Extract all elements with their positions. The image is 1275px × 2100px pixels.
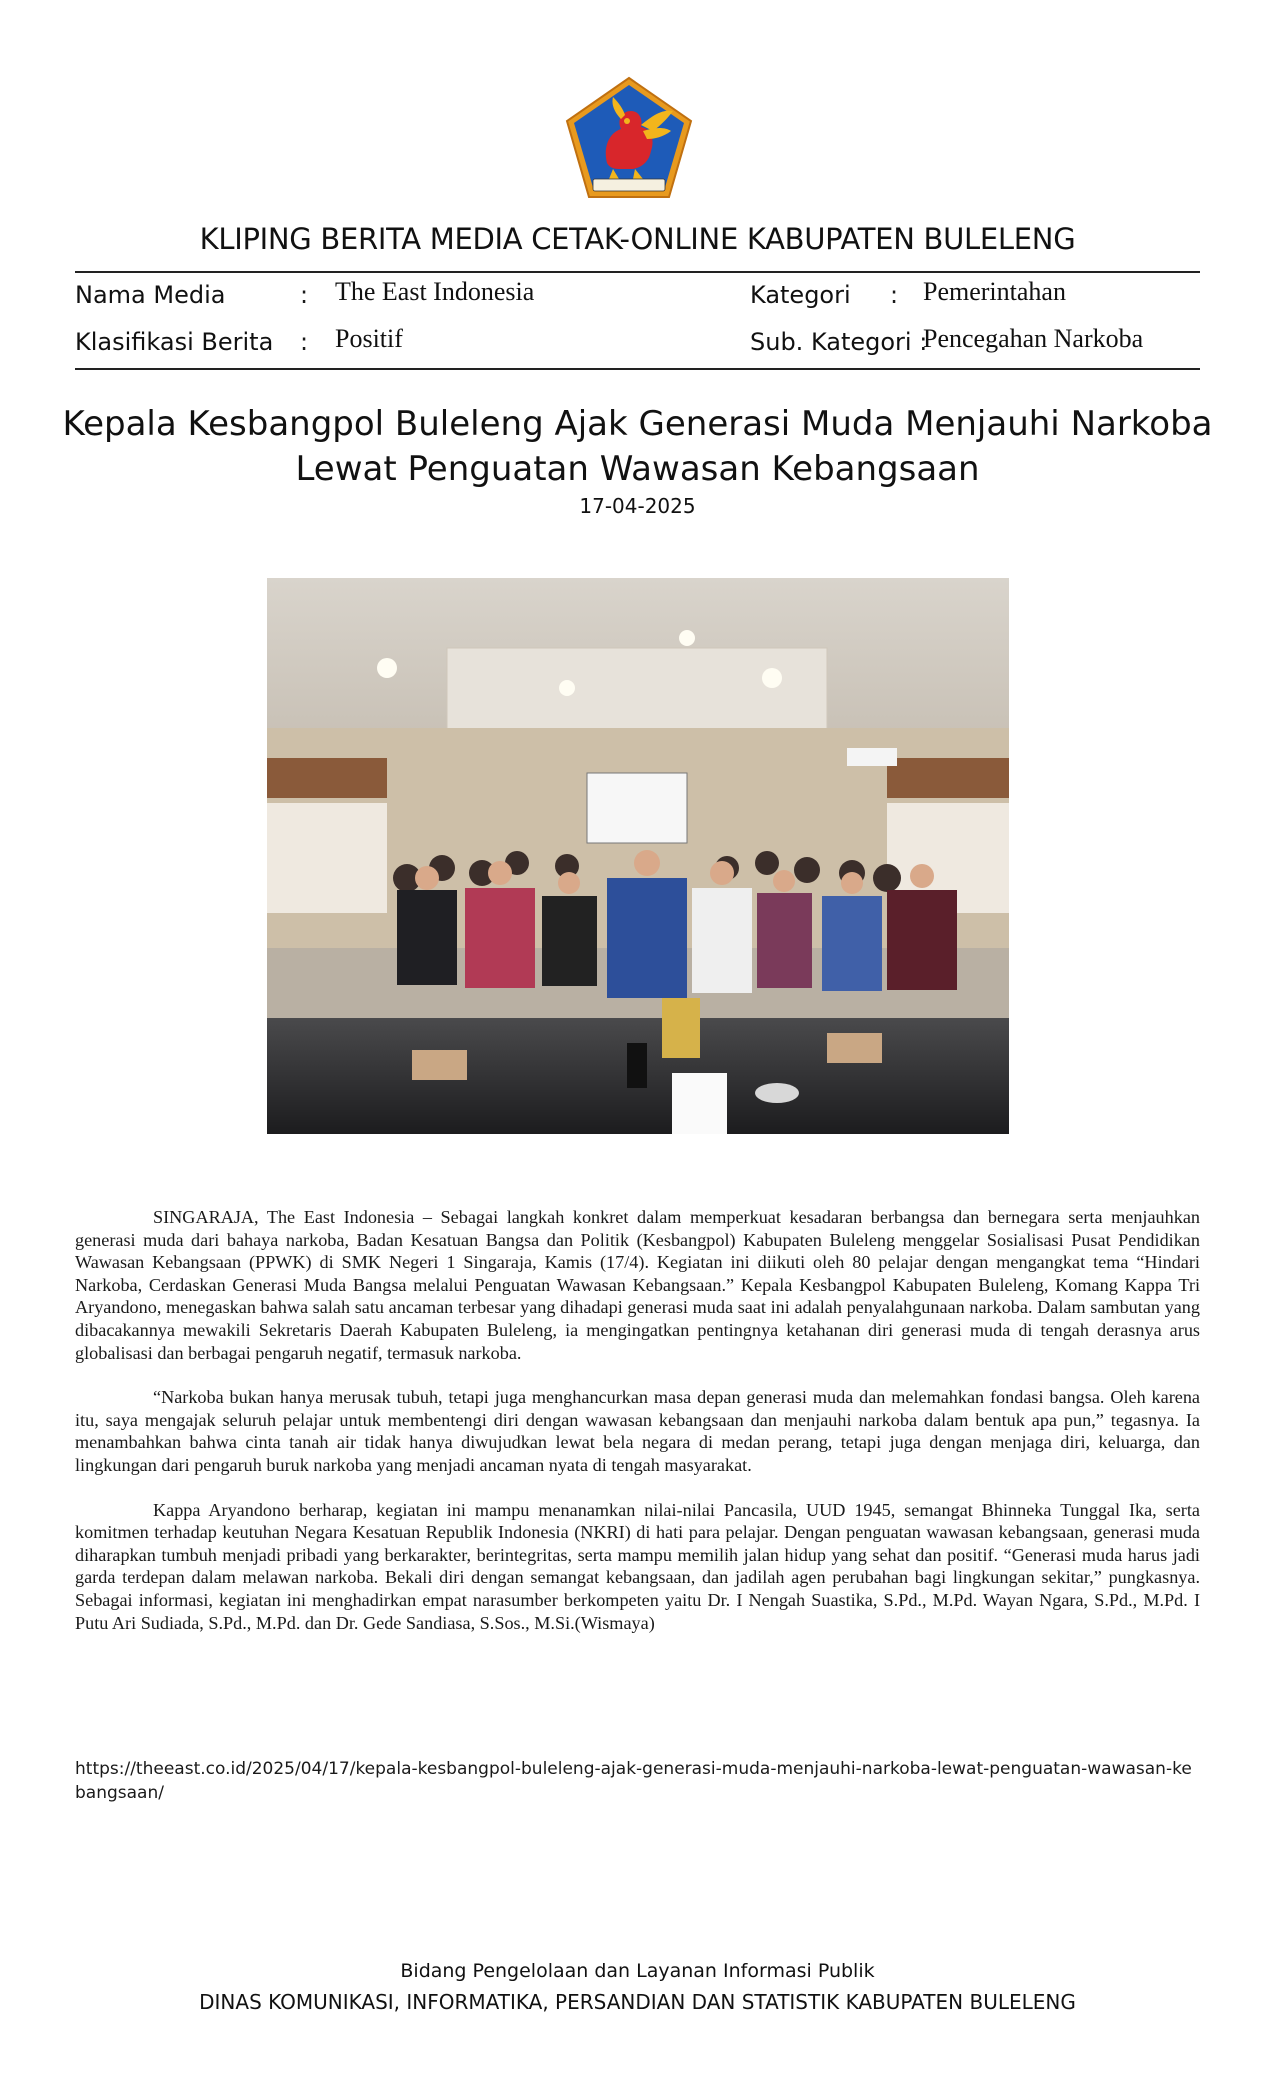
article-date: 17-04-2025 xyxy=(579,494,696,518)
article-headline xyxy=(60,402,1215,492)
headline-line-1: Kepala Kesbangpol Buleleng Ajak Generasi Muda Menjauhi Narkoba xyxy=(62,404,1213,444)
footer-department: Bidang Pengelolaan dan Layanan Informasi Publik xyxy=(400,1960,875,1982)
article-photo xyxy=(267,578,1009,1134)
nama-media-value: The East Indonesia xyxy=(335,277,535,306)
colon-separator: : xyxy=(300,281,309,309)
klasifikasi-label: Klasifikasi Berita xyxy=(75,328,274,356)
regency-emblem-logo xyxy=(563,75,695,201)
kategori-label: Kategori xyxy=(750,281,851,309)
article-body xyxy=(75,1206,1200,1656)
article-paragraph: Kappa Aryandono berharap, kegiatan ini mampu menanamkan nilai-nilai Pancasila, UUD 1945, semangat Bhinneka Tunggal Ika, serta komitmen terhadap keutuhan Negara Kesatuan Republik Indonesia (NKRI) di hati para pelajar. Dengan penguatan wawasan kebangsaan, generasi muda diharapkan tumbuh menjadi pribadi yang berkarakter, berintegritas, serta mampu memilih jalan hidup yang sehat dan positif. “Generasi muda harus jadi garda terdepan dalam melawan narkoba. Bekali diri dengan semangat kebangsaan, dan jadilah agen perubahan bagi lingkungan sekitar,” pungkasnya. Sebagai informasi, kegiatan ini menghadirkan empat narasumber berkompeten yaitu Dr. I Nengah Suastika, S.Pd., M.Pd. Wayan Ngara, S.Pd., M.Pd. I Putu Ari Sudiada, S.Pd., M.Pd. dan Dr. Gede Sandiasa, S.Sos., M.Si.(Wismaya) xyxy=(75,1499,1200,1633)
sub-kategori-label: Sub. Kategori : xyxy=(750,328,928,356)
meta-row-media xyxy=(75,275,1200,315)
nama-media-label: Nama Media xyxy=(75,281,226,309)
klasifikasi-value: Positif xyxy=(335,324,403,353)
source-url-link[interactable]: https://theeast.co.id/2025/04/17/kepala-kesbangpol-buleleng-ajak-generasi-muda-menjauhi-narkoba-lewat-penguatan-wawasan-kebangsaan/ xyxy=(75,1759,1192,1803)
article-paragraph: SINGARAJA, The East Indonesia – Sebagai langkah konkret dalam memperkuat kesadaran berbangsa dan bernegara serta menjauhkan generasi muda dari bahaya narkoba, Badan Kesatuan Bangsa dan Politik (Kesbangpol) Kabupaten Buleleng menggelar Sosialisasi Pusat Pendidikan Wawasan Kebangsaan (PPWK) di SMK Negeri 1 Singaraja, Kamis (17/4). Kegiatan ini diikuti oleh 80 pelajar dengan mengangkat tema “Hindari Narkoba, Cerdaskan Generasi Muda Bangsa melalui Penguatan Wawasan Kebangsaan.” Kepala Kesbangpol Kabupaten Buleleng, Komang Kappa Tri Aryandono, menegaskan bahwa salah satu ancaman terbesar yang dihadapi generasi muda saat ini adalah penyalahgunaan narkoba. Dalam sambutan yang dibacakannya mewakili Sekretaris Daerah Kabupaten Buleleng, ia mengingatkan pentingnya ketahanan diri generasi muda di tengah derasnya arus globalisasi dan berbagai pengaruh negatif, termasuk narkoba. xyxy=(75,1207,1200,1363)
sub-kategori-value: Pencegahan Narkoba xyxy=(923,324,1144,353)
article-paragraph: “Narkoba bukan hanya merusak tubuh, tetapi juga menghancurkan masa depan generasi muda dan melemahkan fondasi bangsa. Oleh karena itu, saya mengajak seluruh pelajar untuk membentengi diri dengan wawasan kebangsaan dan menjauhi narkoba dalam bentuk apa pun,” tegasnya. Ia menambahkan bahwa cinta tanah air tidak hanya diwujudkan lewat bela negara di medan perang, tetapi juga dengan menjaga diri, keluarga, dan lingkungan dari pengaruh buruk narkoba yang menjadi ancaman nyata di tengah masyarakat. xyxy=(75,1387,1200,1475)
colon-separator: : xyxy=(300,328,309,356)
document-title: KLIPING BERITA MEDIA CETAK-ONLINE KABUPATEN BULELENG xyxy=(199,222,1076,256)
header-divider xyxy=(75,271,1200,273)
headline-line-2: Lewat Penguatan Wawasan Kebangsaan xyxy=(295,449,980,489)
colon-separator: : xyxy=(890,281,899,309)
meta-row-klasifikasi xyxy=(75,322,1200,362)
meta-divider xyxy=(75,368,1200,370)
footer-agency: DINAS KOMUNIKASI, INFORMATIKA, PERSANDIAN DAN STATISTIK KABUPATEN BULELENG xyxy=(199,1990,1076,2014)
kategori-value: Pemerintahan xyxy=(923,277,1066,306)
